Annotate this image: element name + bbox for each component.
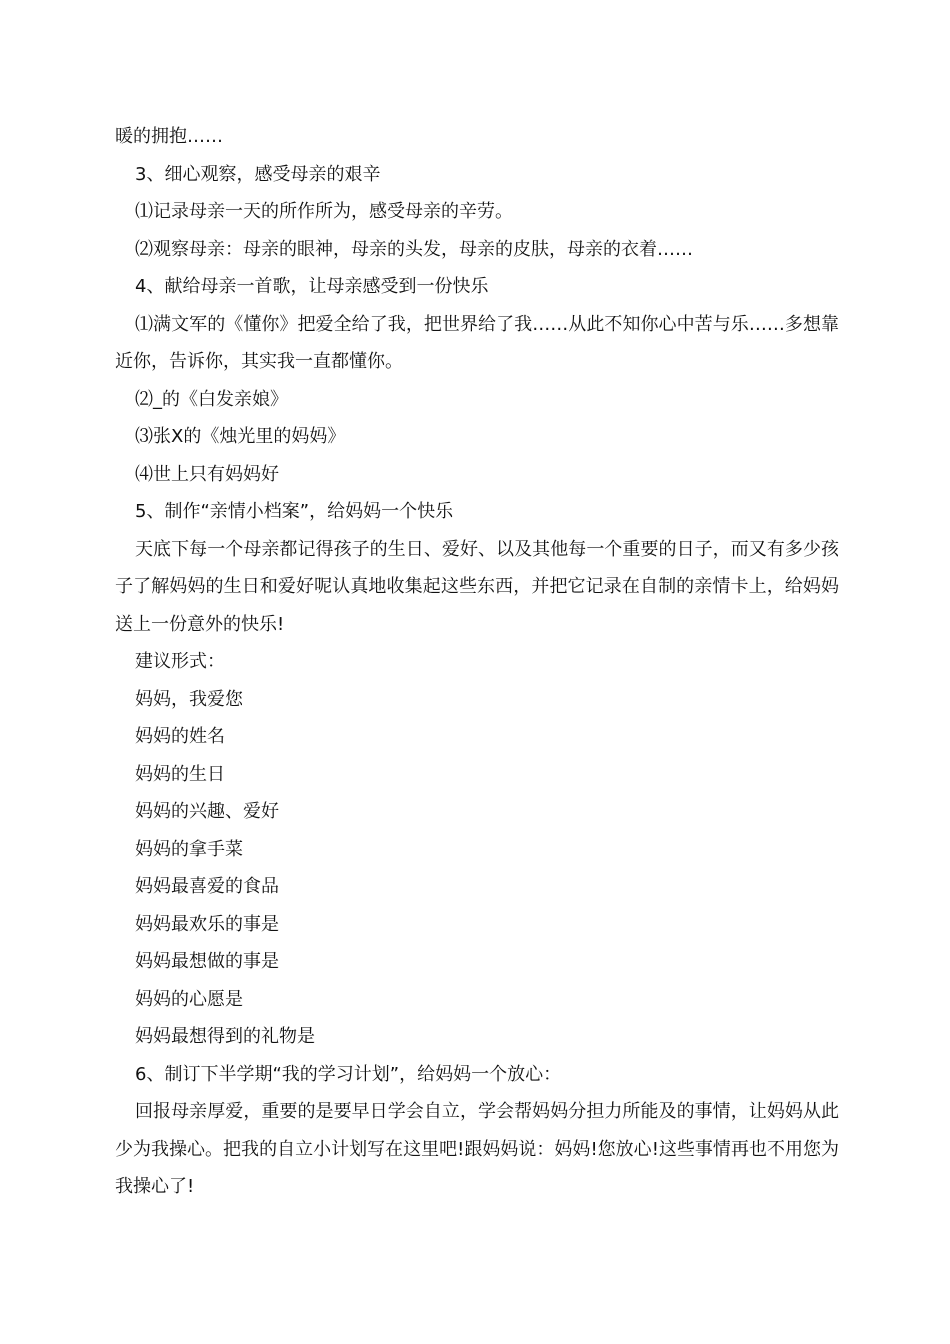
list-item: 妈妈的兴趣、爱好 (135, 801, 279, 822)
list-item: ⑶张X的《烛光里的妈妈》 (135, 426, 346, 447)
list-item: ⑴记录母亲一天的所作所为，感受母亲的辛劳。 (135, 201, 513, 222)
list-item: ⑵_的《白发亲娘》 (135, 388, 288, 410)
section-heading-4: 4、献给母亲一首歌，让母亲感受到一份快乐 (135, 276, 489, 297)
list-item: 妈妈，我爱您 (135, 688, 243, 710)
list-item: 妈妈最想得到的礼物是 (135, 1026, 315, 1047)
list-item: 妈妈的姓名 (135, 726, 225, 747)
list-item: ⑷世上只有妈妈好 (135, 463, 279, 485)
list-item: 妈妈最想做的事是 (135, 951, 279, 972)
paragraph-song-1: ⑴满文军的《懂你》把爱全给了我，把世界给了我……从此不知你心中苦与乐……多想靠近你，告诉你，其实我一直都懂你。 (115, 313, 839, 372)
section-heading-5: 5、制作“亲情小档案”，给妈妈一个快乐 (135, 501, 454, 522)
suggestion-label: 建议形式： (135, 651, 225, 672)
list-item: ⑵观察母亲：母亲的眼神，母亲的头发，母亲的皮肤，母亲的衣着…… (135, 238, 693, 260)
paragraph-study-plan: 回报母亲厚爱，重要的是要早日学会自立，学会帮妈妈分担力所能及的事情，让妈妈从此少为我操心。把我的自立小计划写在这里吧!跟妈妈说：妈妈!您放心!这些事情再也不用您为我操心了! (115, 1101, 839, 1197)
list-item: 妈妈的拿手菜 (135, 838, 243, 860)
section-heading-3: 3、细心观察，感受母亲的艰辛 (135, 163, 381, 185)
list-item: 妈妈的心愿是 (135, 988, 243, 1010)
text-line: 暖的拥抱…… (115, 126, 223, 147)
section-heading-6: 6、制订下半学期“我的学习计划”，给妈妈一个放心： (135, 1063, 562, 1085)
list-item: 妈妈的生日 (135, 763, 225, 785)
paragraph-family-profile: 天底下每一个母亲都记得孩子的生日、爱好、以及其他每一个重要的日子，而又有多少孩子了解妈妈的生日和爱好呢认真地收集起这些东西，并把它记录在自制的亲情卡上，给妈妈送上一份意外的快乐! (115, 538, 839, 635)
list-item: 妈妈最欢乐的事是 (135, 913, 279, 935)
document-page (115, 118, 839, 1206)
list-item: 妈妈最喜爱的食品 (135, 876, 279, 897)
